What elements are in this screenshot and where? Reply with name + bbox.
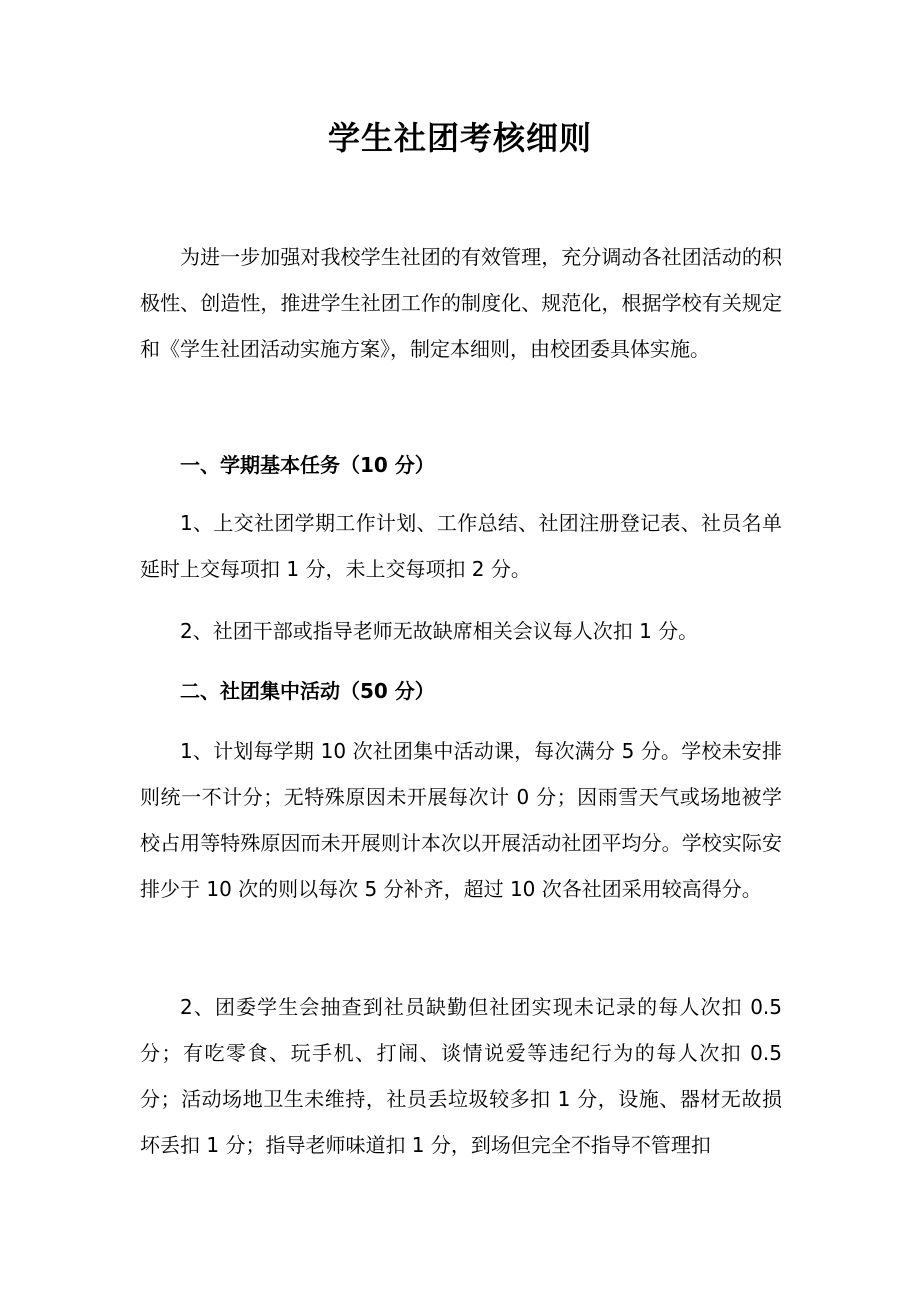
intro-paragraph: 为进一步加强对我校学生社团的有效管理，充分调动各社团活动的积极性、创造性，推进学生社团工作的制度化、规范化，根据学校有关规定和《学生社团活动实施方案》，制定本细则，由校团委具体实施。 [140,245,782,361]
section-1-item-1: 1、上交社团学期工作计划、工作总结、社团注册登记表、社员名单延时上交每项扣 1 分，未上交每项扣 2 分。 [140,511,782,581]
section-heading-1: 一、学期基本任务（10 分） [180,453,435,477]
document-title: 学生社团考核细则 [327,119,592,157]
section-1-item-2: 2、社团干部或指导老师无故缺席相关会议每人次扣 1 分。 [180,619,699,643]
section-heading-2: 二、社团集中活动（50 分） [180,679,435,703]
section-2-item-2: 2、团委学生会抽查到社员缺勤但社团实现未记录的每人次扣 0.5 分；有吃零食、玩手机、打闹、谈情说爱等违纪行为的每人次扣 0.5 分；活动场地卫生未维持，社员丢垃圾较多扣 1 分，设施、器材无故损坏丢扣 1 分；指导老师味道扣 1 分，到场但完全不指导不管理扣 [140,995,782,1157]
section-2-item-1: 1、计划每学期 10 次社团集中活动课，每次满分 5 分。学校未安排则统一不计分；无特殊原因未开展每次计 0 分；因雨雪天气或场地被学校占用等特殊原因而未开展则计本次以开展活动社团平均分。学校实际安排少于 10 次的则以每次 5 分补齐，超过 10 次各社团采用较高得分。 [140,739,782,901]
